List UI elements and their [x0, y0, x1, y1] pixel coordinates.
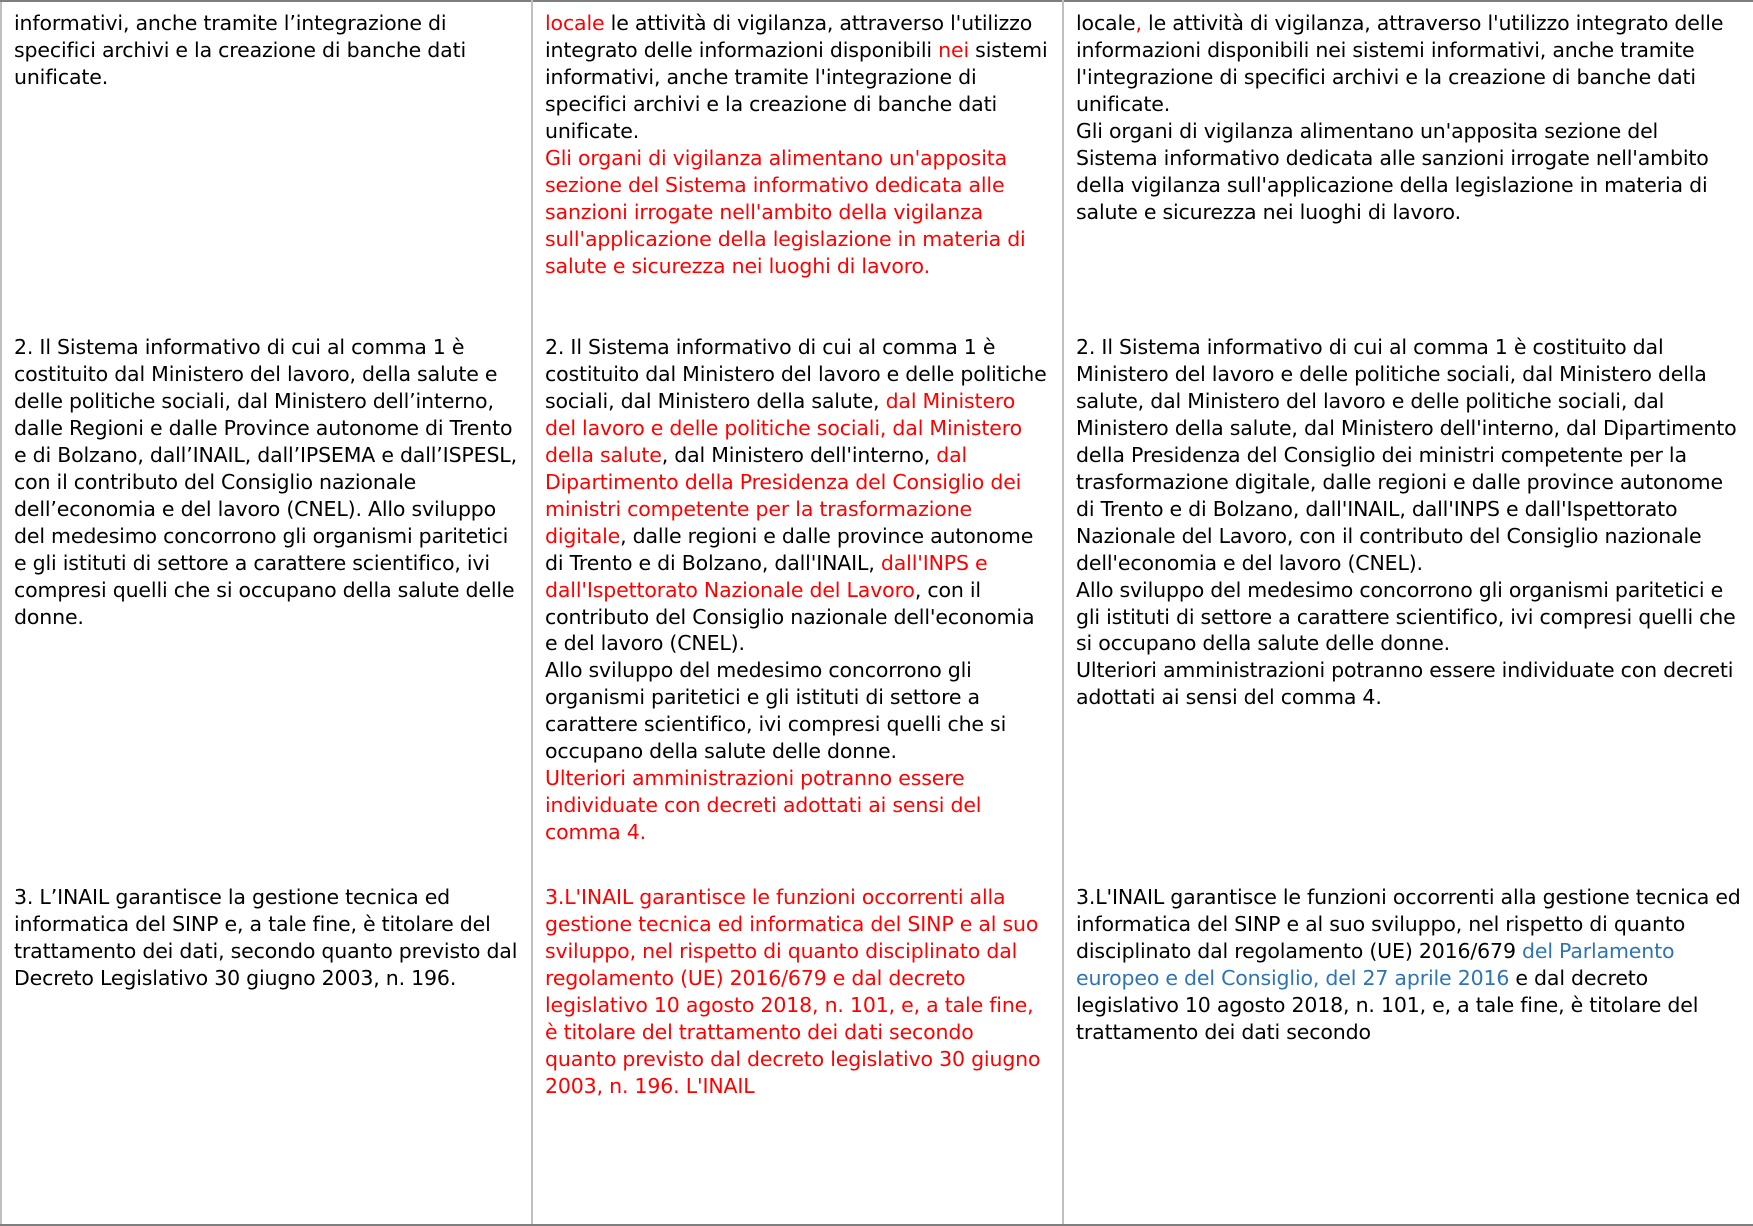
text-run-black: 3. L’INAIL garantisce la gestione tecnica ed informatica del SINP e, a tale fine, è titolare del trattamento dei dati, secondo quanto previsto dal Decreto Legislativo 30 giugno 2003, n. 196.: [14, 885, 518, 990]
text-run-black: le attività di vigilanza, attraverso l'utilizzo integrato delle informazioni disponibili nei sistemi informativi, anche tramite l'integrazione di specifici archivi e la creazione di banche dati unificate.: [1076, 11, 1724, 116]
paragraph: [545, 657, 1050, 765]
text-run-black: informativi, anche tramite l’integrazione di specifici archivi e la creazione di banche dati unificate.: [14, 11, 466, 89]
cell-row1-col3: [1063, 1, 1753, 306]
text-run-black: Gli organi di vigilanza alimentano un'apposita sezione del Sistema informativo dedicata alle sanzioni irrogate nell'ambito della vigilanza sull'applicazione della legislazione in materia di salute e sicurezza nei luoghi di lavoro.: [1076, 118, 1709, 224]
text-run-black: 3.L'INAIL garantisce le funzioni occorrenti alla gestione tecnica ed informatica del SINP e al suo sviluppo, nel rispetto di quanto disciplinato dal regolamento (UE) 2016/679: [1076, 885, 1741, 964]
text-run-red: 3.L'INAIL garantisce le funzioni occorrenti alla gestione tecnica ed informatica del SINP e al suo sviluppo, nel rispetto di quanto disciplinato dal regolamento (UE) 2016/679 e dal decreto legislativo 10 agosto 2018, n. 101, e, a tale fine, è titolare del trattamento dei dati secondo quanto previsto dal decreto legislativo 30 giugno 2003, n. 196. L'INAIL: [545, 885, 1041, 1098]
cell-row2-col2: [532, 306, 1063, 856]
text-run-red: dall'INPS e dall'Ispettorato Nazionale del Lavoro: [545, 550, 988, 602]
text-run-black: le attività di vigilanza, attraverso l'utilizzo integrato delle informazioni disponibili: [545, 11, 1033, 62]
text-run-blue: del Parlamento europeo e del Consiglio, del 27 aprile 2016: [1076, 939, 1675, 990]
text-run-black: 2. Il Sistema informativo di cui al comma 1 è costituito dal Ministero del lavoro e delle politiche sociali, dal Ministero della salute, dal Ministero del lavoro e delle politiche sociali, dal Ministero della salute, dal Ministero dell'interno, dal Dipartimento della Presidenza del Consiglio dei ministri competente per la trasformazione digitale, dalle regioni e dalle province autonome di Trento e di Bolzano, dall'INAIL, dall'INPS e dall'Ispettorato Nazionale del Lavoro, con il contributo del Consiglio nazionale dell'economia e del lavoro (CNEL).: [1076, 335, 1737, 575]
paragraph: [1076, 118, 1741, 226]
comparison-table-body: [1, 1, 1753, 1225]
paragraph: [1076, 884, 1741, 1046]
paragraph: [14, 10, 519, 91]
paragraph: [1076, 10, 1741, 118]
table-row: [1, 856, 1753, 1225]
cell-row3-col1: [1, 856, 532, 1225]
text-run-black: , con il contributo del Consiglio nazionale dell'economia e del lavoro (CNEL).: [545, 577, 1035, 656]
text-run-black: , dal Ministero dell'interno,: [661, 442, 937, 467]
paragraph: [545, 334, 1050, 657]
cell-row1-col1: [1, 1, 532, 306]
paragraph: [545, 884, 1050, 1100]
text-run-red: nei: [938, 37, 969, 62]
text-run-black: 2. Il Sistema informativo di cui al comma 1 è costituito dal Ministero del lavoro, della salute e delle politiche sociali, dal Ministero dell’interno, dalle Regioni e dalle Province autonome di Trento e di Bolzano, dall’INAIL, dall’IPSEMA e dall’ISPESL, con il contributo del Consiglio nazionale dell’economia e del lavoro (CNEL). Allo sviluppo del medesimo concorrono gli organismi paritetici e gli istituti di settore a carattere scientifico, ivi compresi quelli che si occupano della salute delle donne.: [14, 335, 517, 629]
text-run-red: dal Ministero del lavoro e delle politiche sociali, dal Ministero della salute: [545, 388, 1022, 467]
text-run-red: Ulteriori amministrazioni potranno essere individuate con decreti adottati ai sensi del comma 4.: [545, 766, 982, 845]
text-run-red: ,: [1135, 11, 1142, 35]
text-run-black: , dalle regioni e dalle province autonome di Trento e di Bolzano, dall'INAIL,: [545, 523, 1034, 575]
paragraph: [545, 10, 1050, 145]
text-run-black: Ulteriori amministrazioni potranno essere individuate con decreti adottati ai sensi del comma 4.: [1076, 658, 1734, 710]
paragraph: [1076, 657, 1741, 711]
text-run-black: e dal decreto legislativo 10 agosto 2018, n. 101, e, a tale fine, è titolare del trattamento dei dati secondo: [1076, 965, 1699, 1044]
paragraph: [545, 145, 1050, 280]
text-run-red: dal Dipartimento della Presidenza del Consiglio dei ministri competente per la trasformazione digitale: [545, 442, 1022, 548]
paragraph: [1076, 334, 1741, 577]
cell-row2-col3: [1063, 306, 1753, 856]
text-run-black: Allo sviluppo del medesimo concorrono gli organismi paritetici e gli istituti di settore a carattere scientifico, ivi compresi quelli che si occupano della salute delle donne.: [545, 658, 1007, 764]
cell-row3-col3: [1063, 856, 1753, 1225]
paragraph: [14, 334, 519, 630]
text-run-red: Gli organi di vigilanza alimentano un'apposita sezione del Sistema informativo dedicata alle sanzioni irrogate nell'ambito della vigilanza sull'applicazione della legislazione in materia di salute e sicurezza nei luoghi di lavoro.: [545, 145, 1026, 278]
paragraph: [1076, 577, 1741, 658]
text-run-black: 2. Il Sistema informativo di cui al comma 1 è costituito dal Ministero del lavoro e delle politiche sociali, dal Ministero della salute,: [545, 335, 1047, 413]
table-row: [1, 306, 1753, 856]
text-run-black: sistemi informativi, anche tramite l'integrazione di specifici archivi e la creazione di banche dati unificate.: [545, 37, 1048, 143]
paragraph: [14, 884, 519, 992]
cell-row2-col1: [1, 306, 532, 856]
text-run-red: locale: [545, 11, 605, 35]
text-run-black: Allo sviluppo del medesimo concorrono gli organismi paritetici e gli istituti di settore a carattere scientifico, ivi compresi quelli che si occupano della salute delle donne.: [1076, 577, 1736, 656]
table-row: [1, 1, 1753, 306]
cell-row1-col2: [532, 1, 1063, 306]
paragraph: [545, 765, 1050, 846]
cell-row3-col2: [532, 856, 1063, 1225]
text-run-black: locale: [1076, 11, 1136, 35]
